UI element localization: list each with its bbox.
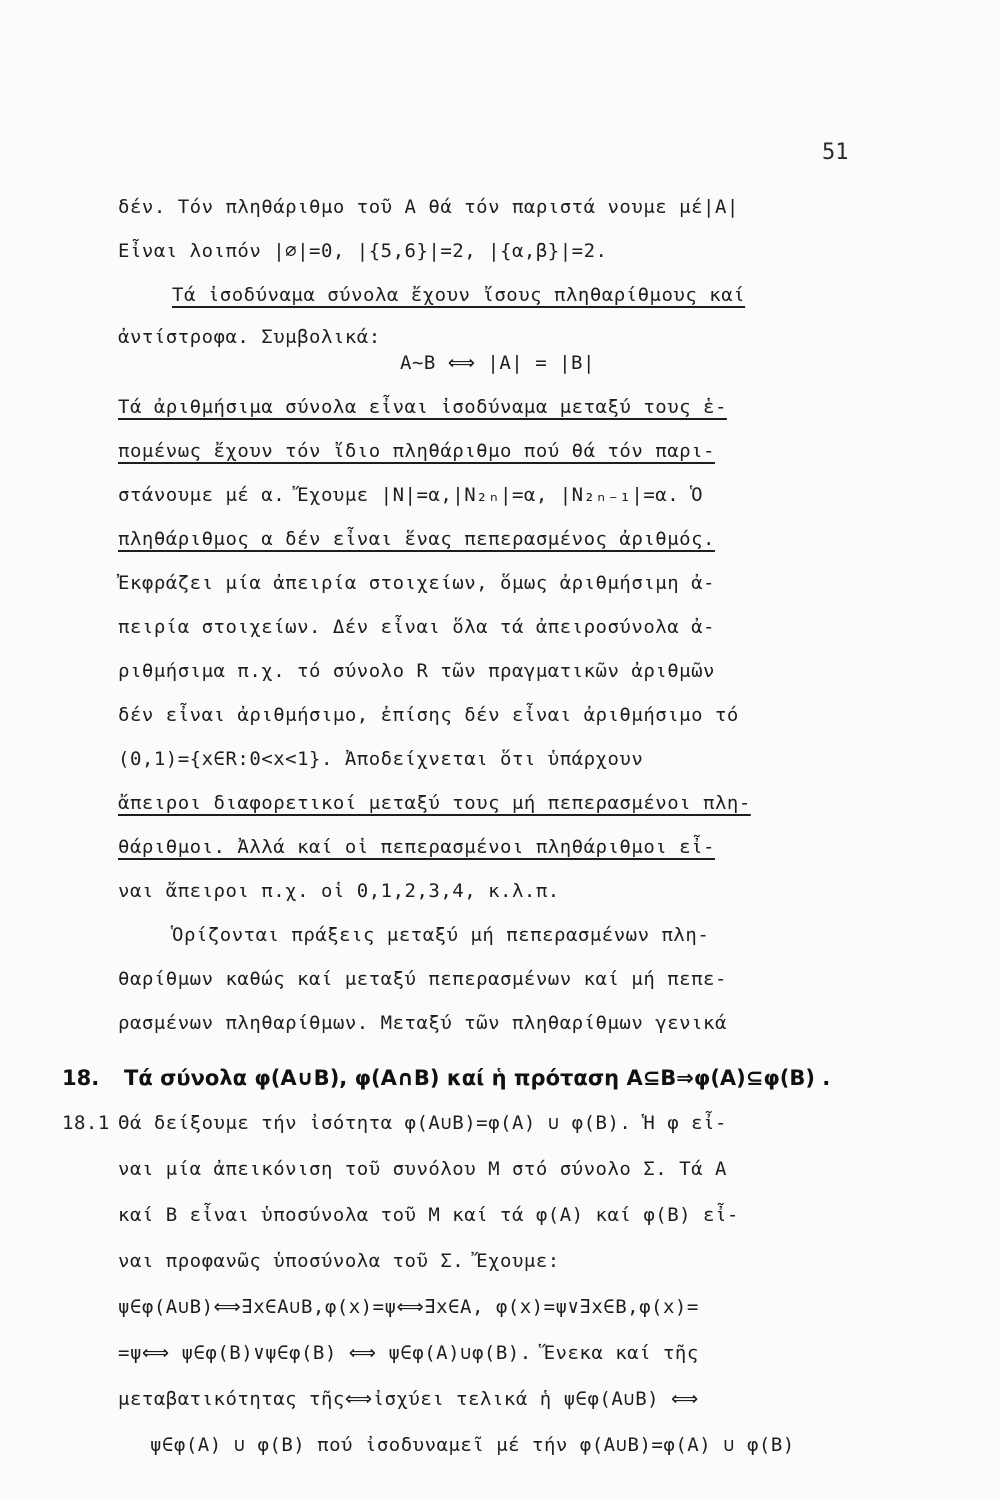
text-line: ναι προφανῶς ὑποσύνολα τοῦ Σ. Ἔχουμε: — [118, 1250, 560, 1272]
text-line: καί Β εἶναι ὑποσύνολα τοῦ Μ καί τά φ(A) καί φ(B) εἶ- — [118, 1204, 739, 1226]
section-heading — [62, 1066, 830, 1090]
text-line: δέν. Τόν πληθάριθμο τοῦ Α θά τόν παριστά νουμε μέ|Α| — [118, 196, 739, 218]
text-line: Ἐκφράζει μία ἀπειρία στοιχείων, ὅμως ἀριθμήσιμη ἀ- — [118, 572, 715, 594]
text-line: ρασμένων πληθαρίθμων. Μεταξύ τῶν πληθαρίθμων γενικά — [118, 1012, 727, 1034]
text-line: θαρίθμων καθώς καί μεταξύ πεπερασμένων καί μή πεπε- — [118, 968, 727, 990]
text-line: ναι μία ἀπεικόνιση τοῦ συνόλου Μ στό σύνολο Σ. Τά Α — [118, 1158, 727, 1180]
formula-line: =ψ⟺ ψ∈φ(B)∨ψ∈φ(B) ⟺ ψ∈φ(A)∪φ(B). Ἕνεκα καί τῆς — [118, 1342, 699, 1364]
text-line: Τά ἀριθμήσιμα σύνολα εἶναι ἰσοδύναμα μεταξύ τους ἑ- — [118, 396, 727, 418]
theorem-line: Τά ἰσοδύναμα σύνολα ἔχουν ἴσους πληθαρίθμους καί — [172, 284, 746, 306]
text-line: πειρία στοιχείων. Δέν εἶναι ὅλα τά ἀπειροσύνολα ἀ- — [118, 616, 715, 638]
text-line: ἄπειροι διαφορετικοί μεταξύ τους μή πεπερασμένοι πλη- — [118, 792, 751, 814]
text-line: (0,1)={x∈R:0<x<1}. Ἀποδείχνεται ὅτι ὑπάρχουν — [118, 748, 644, 770]
text-line: στάνουμε μέ α. Ἔχουμε |N|=α,|N₂ₙ|=α, |N₂ₙ₋₁|=α. Ὁ — [118, 484, 704, 506]
formula-line: ψ∈φ(A) ∪ φ(B) πού ἰσοδυναμεῖ μέ τήν φ(A∪B)=φ(A) ∪ φ(B) — [150, 1434, 795, 1456]
section-number: 18. — [62, 1066, 100, 1090]
section-title: Τά σύνολα φ(A∪B), φ(A∩B) καί ἡ πρόταση A⊆B⇒φ(A)⊆φ(B) . — [124, 1066, 831, 1090]
formula-line: Α∼Β ⟺ |Α| = |Β| — [400, 352, 595, 374]
page-number: 51 — [822, 140, 849, 165]
text-line: Ὁρίζονται πράξεις μεταξύ μή πεπερασμένων πλη- — [172, 924, 710, 946]
text-line: πληθάριθμος α δέν εἶναι ἕνας πεπερασμένος ἀριθμός. — [118, 528, 715, 550]
text-line: θάριθμοι. Ἀλλά καί οἱ πεπερασμένοι πληθάριθμοι εἶ- — [118, 836, 715, 858]
formula-line: ψ∈φ(A∪B)⟺∃x∈A∪B,φ(x)=ψ⟺∃x∈A, φ(x)=ψ∨∃x∈B,φ(x)= — [118, 1296, 699, 1318]
theorem-line: ἀντίστροφα. Συμβολικά: — [118, 326, 381, 348]
text-line: πομένως ἔχουν τόν ἴδιο πληθάριθμο πού θά τόν παρι- — [118, 440, 715, 462]
text-line: ριθμήσιμα π.χ. τό σύνολο R τῶν πραγματικῶν ἀριθμῶν — [118, 660, 715, 682]
text-line: δέν εἶναι ἀριθμήσιμο, ἐπίσης δέν εἶναι ἀριθμήσιμο τό — [118, 704, 739, 726]
subsection-number: 18.1 — [62, 1112, 110, 1134]
text-line: Θά δείξουμε τήν ἰσότητα φ(A∪B)=φ(A) ∪ φ(B). Ἡ φ εἶ- — [118, 1112, 727, 1134]
text-line: Εἶναι λοιπόν |∅|=0, |{5,6}|=2, |{α,β}|=2. — [118, 240, 608, 262]
text-line: ναι ἄπειροι π.χ. οἱ 0,1,2,3,4, κ.λ.π. — [118, 880, 560, 902]
formula-line: μεταβατικότητας τῆς⟺ἰσχύει τελικά ἡ ψ∈φ(A∪B) ⟺ — [118, 1388, 699, 1410]
